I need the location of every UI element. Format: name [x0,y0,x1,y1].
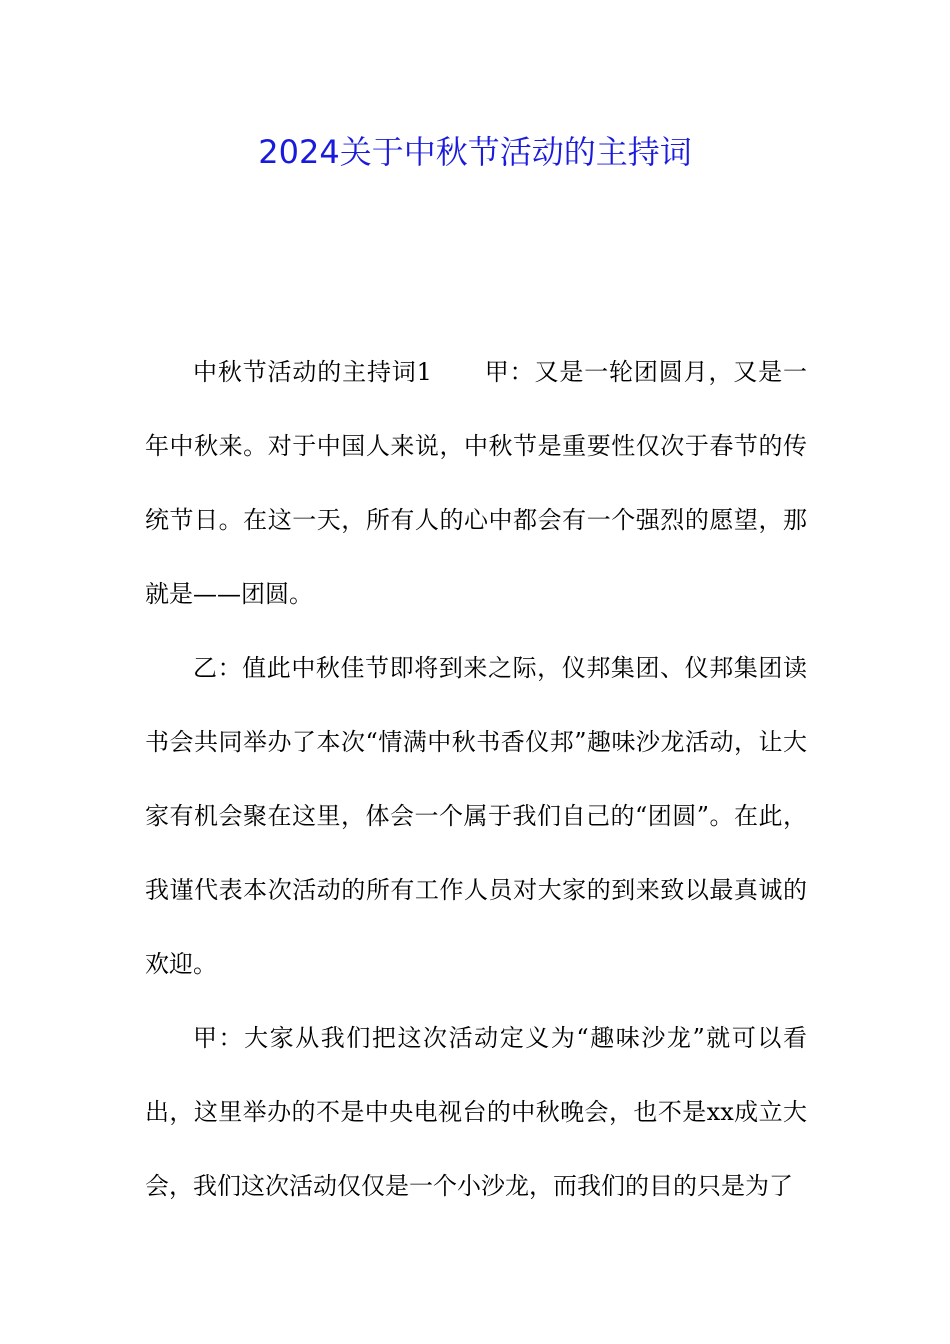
paragraph: 甲：大家从我们把这次活动定义为“趣味沙龙”就可以看出，这里举办的不是中央电视台的中秋晚会，也不是xx成立大会，我们这次活动仅仅是一个小沙龙，而我们的目的只是为了 [145,1024,807,1200]
paragraph: 乙：值此中秋佳节即将到来之际，仪邦集团、仪邦集团读书会共同举办了本次“情满中秋书香仪邦”趣味沙龙活动，让大家有机会聚在这里，体会一个属于我们自己的“团圆”。在此，我谨代表本次活动的所有工作人员对大家的到来致以最真诚的欢迎。 [145,654,807,978]
paragraph-text: 甲：又是一轮团圆月，又是一年中秋来。对于中国人来说，中秋节是重要性仅次于春节的传统节日。在这一天，所有人的心中都会有一个强烈的愿望，那就是——团圆。 [145,358,807,608]
section-heading: 中秋节活动的主持词1 [193,358,432,386]
document-body [145,335,807,1223]
paragraph-intro [145,335,807,631]
document-title: 2024关于中秋节活动的主持词 [258,133,692,171]
